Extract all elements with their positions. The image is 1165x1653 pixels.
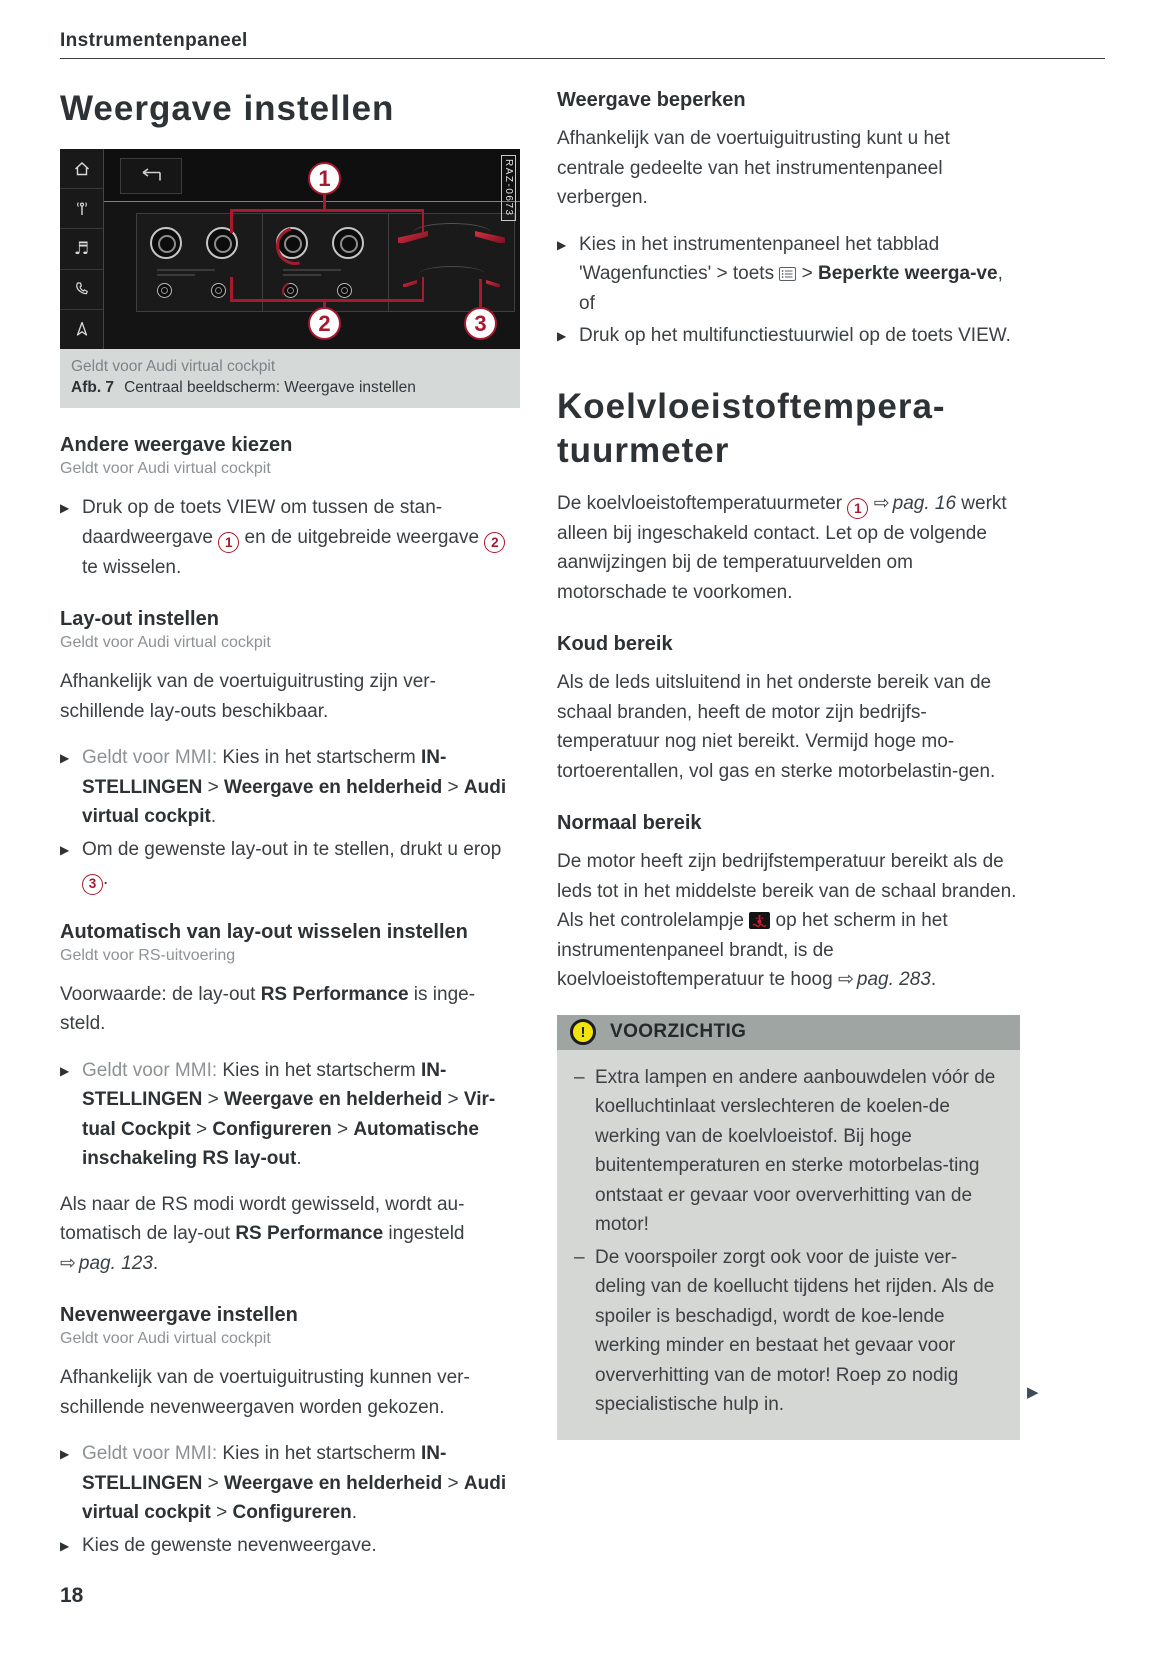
- caution-item: – De voorspoiler zorgt ook voor de juiste ver-deling van de koellucht tijdens het rijden. Als de spoiler is beschadigd, wordt de koe-lende werking minder en bestaat het gevaar voor oververhitting van de motor! Roep zo nodig specialistische hulp in.: [571, 1243, 1006, 1420]
- bullet-arrow-icon: ▶: [557, 329, 567, 343]
- caution-body: [557, 1050, 1020, 1440]
- bullet-arrow-icon: ▶: [60, 1063, 70, 1078]
- back-icon: [120, 158, 182, 194]
- figure-caption-text: Afb. 7 Centraal beeldscherm: Weergave instellen: [71, 379, 416, 396]
- menu-path-item: Audi virtual cockpit: [82, 1472, 507, 1523]
- menu-path-item: IN-STELLINGEN: [82, 1059, 447, 1110]
- continuation-arrow-icon: ▶: [1027, 1384, 1039, 1401]
- page-number: 18: [60, 1584, 84, 1607]
- bullet-item: ▶ Druk op het multifunctiestuurwiel op de toets VIEW.: [557, 321, 1020, 351]
- page-ref-arrow: ⇨: [837, 969, 854, 991]
- menu-path-item: Weergave en helderheid: [224, 776, 443, 798]
- gauge-knob: [332, 227, 364, 259]
- dash-marker: –: [574, 1246, 585, 1268]
- page-ref: pag. 123: [78, 1252, 153, 1274]
- menu-path-item: Configureren: [212, 1118, 332, 1140]
- navigation-icon: [60, 310, 103, 349]
- section-heading: Lay-out instellen: [60, 608, 219, 631]
- paragraph: Als de leds uitsluitend in het onderste bereik van de schaal branden, heeft de motor zijn bedrijfs-temperatuur nog niet bereikt. Vermijd hoge mo-tortoerentallen, vol gas en sterke motorbelastin-gen.: [557, 672, 996, 782]
- callout-bracket-top: [230, 209, 424, 212]
- gauge-knob-red: [276, 227, 308, 259]
- menu-path-item: Automatische inschakeling RS lay-out: [82, 1118, 479, 1169]
- coolant-warning-icon: [749, 912, 770, 929]
- paragraph: De koelvloeistoftemperatuurmeter 1 ⇨ pag. 16 werkt alleen bij ingeschakeld contact. Let op de volgende aanwijzingen bij de temperatuurvelden om motorschade te voorkomen.: [557, 492, 1007, 603]
- menu-path-item: Configureren: [232, 1502, 352, 1523]
- music-icon: ♬: [60, 229, 103, 269]
- callout-bracket-bottom: [230, 299, 424, 302]
- mini-gauge: [211, 283, 226, 298]
- display-tile-layout: [388, 213, 515, 312]
- scope-note: Geldt voor Audi virtual cockpit: [60, 634, 271, 652]
- menu-path-item: IN-STELLINGEN: [82, 1443, 447, 1494]
- bullet-item: ▶ Druk op de toets VIEW om tussen de stan-daardweergave 1 en de uitgebreide weergave 2 te wisselen.: [60, 493, 520, 582]
- page-ref-arrow: ⇨: [60, 1252, 76, 1274]
- page-ref: pag. 283: [856, 969, 931, 991]
- page-header: Instrumentenpaneel: [60, 30, 248, 51]
- paragraph: Afhankelijk van de voertuiguitrusting kunt u het centrale gedeelte van het instrumentenpaneel verbergen.: [557, 128, 950, 208]
- mini-gauge: [157, 283, 172, 298]
- display-tile-extended: [262, 213, 389, 312]
- bullet-arrow-icon: ▶: [60, 1538, 70, 1553]
- article-title: Weergave instellen: [60, 89, 395, 128]
- caution-item: – Extra lampen en andere aanbouwdelen vóór de koelluchtinlaat verslechteren de koelen-de werking van de koelvloeistof. Bij hoge buitentemperaturen en sterke motorbelas-ting ontstaat er gevaar voor oververhitting van de motor!: [571, 1063, 1006, 1240]
- bullet-arrow-icon: ▶: [60, 501, 70, 515]
- caution-box: [557, 1015, 1020, 1440]
- bullet-item: ▶ Om de gewenste lay-out in te stellen, drukt u erop 3 .: [60, 835, 520, 895]
- section-heading: Nevenweergave instellen: [60, 1304, 298, 1326]
- bullet-arrow-icon: ▶: [60, 1447, 70, 1461]
- list-key-icon: [779, 267, 796, 281]
- section-heading: Automatisch van lay-out wisselen instellen: [60, 920, 468, 943]
- section-heading: Weergave beperken: [557, 89, 746, 111]
- menu-path-item: Beperkte weerga-ve: [818, 263, 998, 284]
- callout-3: 3: [464, 307, 497, 340]
- taillight-small-right: [486, 280, 500, 287]
- figure-sidebar: [60, 149, 104, 349]
- caution-header: [557, 1015, 1020, 1050]
- phone-icon: [60, 270, 103, 310]
- circled-number: 1: [847, 498, 868, 519]
- menu-path-item: Audi virtual cockpit: [82, 776, 507, 828]
- gauge-knob: [206, 227, 238, 259]
- paragraph: Voorwaarde: de lay-out RS Performance is inge-steld.: [60, 983, 476, 1034]
- bullet-item: ▶ Geldt voor MMI: Kies in het startscherm IN-STELLINGEN > Weergave en helderheid > Vir-tual Cockpit > Configureren > Automatische inschakeling RS lay-out.: [60, 1056, 520, 1174]
- scope-note: Geldt voor RS-uitvoering: [60, 946, 236, 964]
- home-icon: [60, 149, 103, 189]
- article-title: Koelvloeistoftempera-tuurmeter: [557, 386, 946, 470]
- header-rule: [60, 58, 1105, 59]
- scope-note: Geldt voor Audi virtual cockpit: [60, 1330, 271, 1347]
- paragraph: De motor heeft zijn bedrijfstemperatuur bereikt als de leds tot in het middelste bereik van de schaal branden. Als het controlelampje op het scherm in het instrumentenpaneel brandt, is de koelvloeistoftemperatuur te hoog ⇨ pag. 283.: [557, 851, 1017, 991]
- figure-central-display: [60, 149, 520, 349]
- circled-number: 3: [82, 874, 103, 895]
- mini-gauge-red: [283, 283, 298, 298]
- right-column: [557, 85, 1020, 1440]
- paragraph: Afhankelijk van de voertuiguitrusting kunnen ver-schillende nevenweergaven worden gekozen.: [60, 1367, 470, 1418]
- section-heading: Andere weergave kiezen: [60, 434, 293, 456]
- page-ref: pag. 16: [892, 492, 957, 514]
- menu-path-item: IN-STELLINGEN: [82, 747, 447, 798]
- bullet-arrow-icon: ▶: [557, 237, 567, 252]
- warning-icon: !: [570, 1019, 596, 1045]
- paragraph: Afhankelijk van de voertuiguitrusting zijn ver-schillende lay-outs beschikbaar.: [60, 671, 436, 722]
- taillight-small-left: [403, 280, 417, 287]
- menu-path-item: Weergave en helderheid: [224, 1472, 443, 1494]
- bullet-item: ▶ Geldt voor MMI: Kies in het startscherm IN-STELLINGEN > Weergave en helderheid > Audi virtual cockpit > Configureren.: [60, 1439, 520, 1528]
- circled-number: 2: [484, 532, 505, 553]
- left-column: [60, 85, 520, 1576]
- page-ref-arrow: ⇨: [873, 492, 890, 514]
- bullet-item: ▶ Geldt voor MMI: Kies in het startscherm IN-STELLINGEN > Weergave en helderheid > Audi virtual cockpit.: [60, 743, 520, 832]
- dash-marker: –: [574, 1066, 585, 1088]
- display-tile-standard: [136, 213, 263, 312]
- figure-caption-scope: Geldt voor Audi virtual cockpit: [71, 358, 276, 375]
- section-heading: Koud bereik: [557, 633, 673, 656]
- figure-caption: [60, 349, 520, 408]
- bullet-arrow-icon: ▶: [60, 751, 70, 766]
- section-heading: Normaal bereik: [557, 812, 702, 835]
- paragraph: Als naar de RS modi wordt gewisseld, wordt au-tomatisch de lay-out RS Performance ingesteld ⇨ pag. 123.: [60, 1193, 465, 1274]
- caution-label: VOORZICHTIG: [610, 1021, 747, 1043]
- circled-number: 1: [218, 532, 239, 553]
- menu-path-item: Vir-tual Cockpit: [82, 1089, 496, 1140]
- scope-note: Geldt voor Audi virtual cockpit: [60, 460, 271, 477]
- bullet-item: ▶ Kies de gewenste nevenweergave.: [60, 1531, 520, 1561]
- figure-reference-code: RAZ-0673: [501, 155, 516, 221]
- callout-1: 1: [308, 162, 341, 195]
- gauge-knob: [150, 227, 182, 259]
- callout-2: 2: [308, 307, 341, 340]
- bullet-arrow-icon: ▶: [60, 842, 70, 857]
- bullet-item: ▶ Kies in het instrumentenpaneel het tabblad 'Wagenfuncties' > toets > Beperkte weerga-ve, of: [557, 230, 1020, 319]
- menu-path-item: Weergave en helderheid: [224, 1089, 443, 1110]
- signal-icon: [60, 189, 103, 229]
- mini-gauge: [337, 283, 352, 298]
